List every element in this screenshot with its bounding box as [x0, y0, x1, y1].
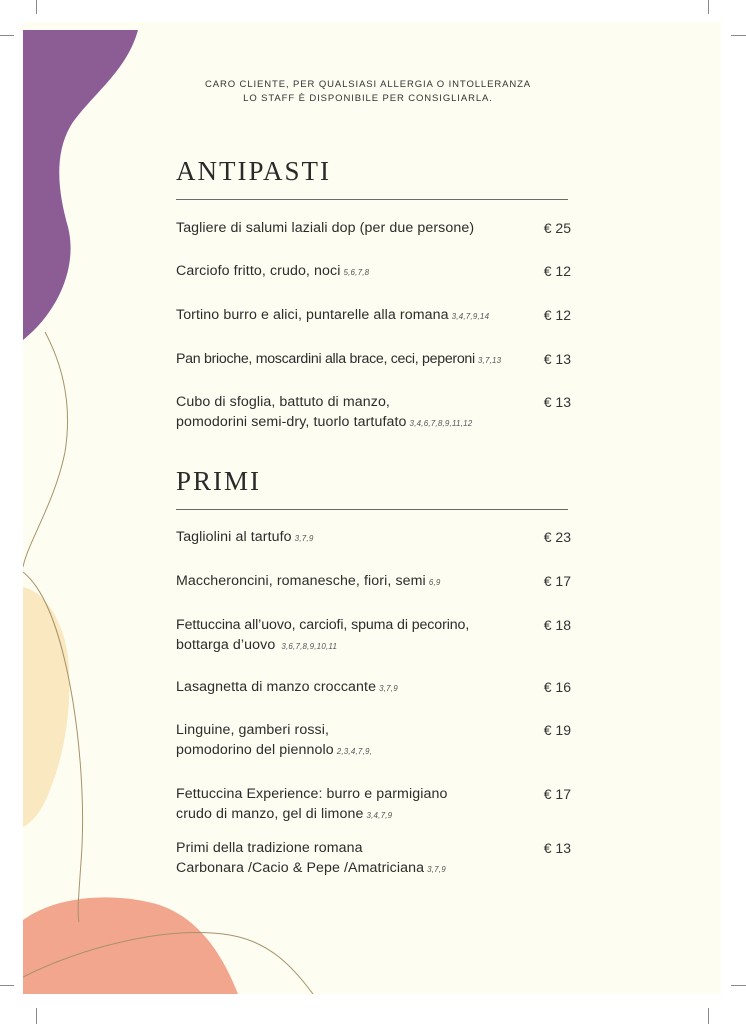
item-text: Carciofo fritto, crudo, noci: [176, 263, 341, 279]
allergen-codes: 3,7,9: [427, 865, 446, 874]
item-name: [176, 527, 531, 549]
item-line: [176, 635, 531, 657]
menu-item: [176, 392, 571, 434]
gold-curve: [23, 332, 68, 567]
item-name: [176, 392, 531, 434]
item-text: Tortino burro e alici, puntarelle alla romana: [176, 307, 449, 323]
menu-item: [176, 784, 571, 826]
item-name: [176, 305, 531, 327]
section-title-antipasti: ANTIPASTI: [176, 156, 332, 186]
crop-mark: [36, 0, 37, 14]
allergen-codes: 5,6,7,8: [343, 268, 370, 277]
item-name: [176, 677, 531, 699]
item-line: [176, 261, 531, 283]
item-price: € 17: [543, 573, 571, 589]
item-name: [176, 571, 531, 593]
yellow-blob: [23, 587, 69, 827]
item-text: Carbonara /Cacio & Pepe /Amatriciana: [176, 860, 425, 876]
item-price: € 19: [543, 722, 571, 738]
purple-blob: [23, 30, 138, 340]
item-name: [176, 349, 531, 371]
item-name: [176, 838, 531, 880]
item-price: € 25: [543, 220, 571, 236]
item-text: pomodorino del piennolo: [176, 742, 334, 758]
menu-page: [23, 22, 721, 994]
item-line: [176, 527, 531, 549]
allergen-codes: 3,4,7,9,14: [451, 312, 490, 321]
item-price: € 13: [543, 840, 571, 856]
item-price: € 23: [543, 529, 571, 545]
item-line: [176, 804, 531, 826]
allergen-codes: 3,4,7,9: [366, 811, 393, 820]
allergen-codes: 3,4,6,7,8,9,11,12: [409, 419, 473, 428]
item-line: Cubo di sfoglia, battuto di manzo,: [176, 394, 390, 410]
section-divider: [176, 199, 568, 200]
item-line: [176, 305, 531, 327]
allergy-notice: [203, 78, 533, 106]
item-text: Lasagnetta di manzo croccante: [176, 679, 377, 695]
item-text: Pan brioche, moscardini alla brace, ceci, peperoni: [176, 351, 475, 367]
item-line: Primi della tradizione romana: [176, 840, 363, 856]
section-title-primi: PRIMI: [176, 466, 262, 496]
item-text: Maccheroncini, romanesche, fiori, semi: [176, 573, 426, 589]
item-line: [176, 858, 531, 880]
menu-item: [176, 571, 571, 593]
menu-item: [176, 615, 571, 657]
item-price: € 18: [543, 617, 571, 633]
peach-blob: [23, 897, 238, 994]
item-line: [176, 677, 531, 699]
item-line: [176, 218, 531, 240]
item-name: [176, 784, 531, 826]
menu-item: [176, 527, 571, 549]
crop-mark: [731, 35, 746, 36]
item-name: [176, 261, 531, 283]
allergen-codes: 2,3,4,7,9,: [336, 747, 373, 756]
item-name: [176, 615, 531, 657]
crop-mark: [708, 1008, 709, 1024]
item-name: [176, 218, 531, 240]
item-price: € 17: [543, 786, 571, 802]
menu-item: [176, 218, 571, 240]
section-divider: [176, 509, 568, 510]
item-line: Fettuccina all’uovo, carciofi, spuma di pecorino,: [176, 617, 470, 633]
allergen-codes: 6,9: [428, 578, 441, 587]
item-line: Fettuccina Experience: burro e parmigiano: [176, 786, 448, 802]
allergen-codes: 3,6,7,8,9,10,11: [281, 642, 338, 651]
notice-line: LO STAFF È DISPONIBILE PER CONSIGLIARLA.: [243, 93, 493, 104]
item-price: € 12: [543, 263, 571, 279]
allergen-codes: 3,7,9: [294, 534, 314, 543]
item-text: pomodorini semi-dry, tuorlo tartufato: [176, 414, 407, 430]
item-text: crudo di manzo, gel di limone: [176, 806, 364, 822]
menu-item: [176, 305, 571, 327]
item-text: bottarga d’uovo: [176, 637, 276, 653]
menu-item: [176, 677, 571, 699]
item-line: [176, 349, 531, 371]
crop-mark: [731, 985, 746, 986]
item-price: € 13: [543, 351, 571, 367]
notice-line: CARO CLIENTE, PER QUALSIASI ALLERGIA O INTOLLERANZA: [204, 79, 532, 90]
item-text: Tagliolini al tartufo: [176, 529, 292, 545]
allergen-codes: 3,7,9: [379, 684, 398, 693]
item-text: Tagliere di salumi laziali dop (per due persone): [176, 220, 475, 236]
crop-mark: [36, 1008, 37, 1024]
menu-item: [176, 720, 571, 762]
menu-item: [176, 838, 571, 880]
item-line: [176, 412, 531, 434]
crop-mark: [0, 35, 14, 36]
item-line: Linguine, gamberi rossi,: [176, 722, 330, 738]
item-line: [176, 571, 531, 593]
item-price: € 12: [543, 307, 571, 323]
item-name: [176, 720, 531, 762]
menu-item: [176, 349, 571, 371]
menu-item: [176, 261, 571, 283]
allergen-codes: 3,7,13: [477, 356, 502, 365]
item-price: € 16: [543, 679, 571, 695]
item-price: € 13: [543, 394, 571, 410]
crop-mark: [0, 985, 14, 986]
crop-mark: [708, 0, 709, 14]
item-line: [176, 740, 531, 762]
